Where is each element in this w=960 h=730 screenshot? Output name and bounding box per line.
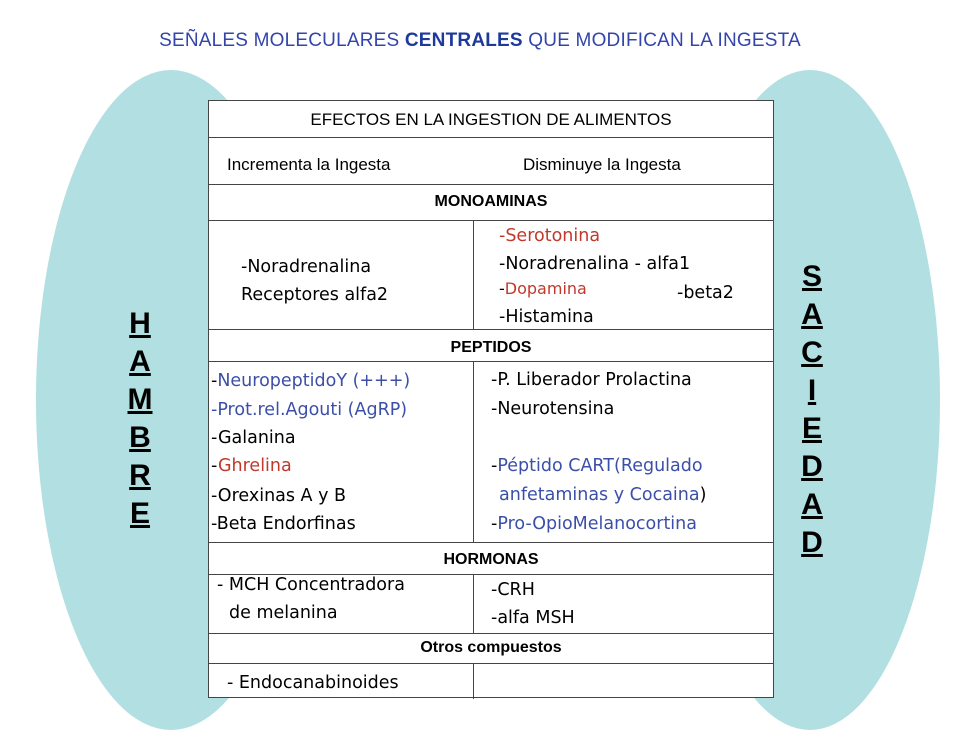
- p-liberador-prolactina: -P. Liberador Prolactina: [491, 370, 692, 390]
- beta-endorfinas: -Beta Endorfinas: [211, 514, 356, 534]
- section-otros: Otros compuestos: [420, 639, 562, 656]
- mono-left-2: Receptores alfa2: [241, 285, 389, 305]
- agrp: -Prot.rel.Agouti (AgRP): [211, 400, 408, 420]
- mch-2: de melanina: [229, 603, 338, 623]
- section-peptidos: PEPTIDOS: [450, 339, 532, 356]
- pro-opiomelanocortina: -Pro-OpioMelanocortina: [491, 514, 697, 534]
- neurotensina: -Neurotensina: [491, 399, 615, 419]
- mono-left-1: -Noradrenalina: [241, 257, 372, 277]
- peptido-cart-2: anfetaminas y Cocaina): [499, 485, 707, 505]
- section-hormonas: HORMONAS: [443, 551, 539, 568]
- noradrenalina-alfa1: -Noradrenalina - alfa1: [499, 254, 691, 274]
- histamina: -Histamina: [499, 307, 594, 327]
- section-monoaminas: MONOAMINAS: [434, 193, 548, 210]
- alfa-msh: -alfa MSH: [491, 608, 575, 628]
- table-header: EFECTOS EN LA INGESTION DE ALIMENTOS: [310, 110, 672, 129]
- saciedad-label: S A C I E D A D: [801, 260, 823, 559]
- dopamina: -Dopamina: [499, 279, 587, 298]
- peptido-cart: -Péptido CART(Regulado: [491, 456, 703, 476]
- col-disminuye: Disminuye la Ingesta: [523, 155, 681, 174]
- effects-table: [208, 100, 774, 698]
- mch: - MCH Concentradora: [217, 575, 405, 595]
- orexinas: -Orexinas A y B: [211, 486, 347, 506]
- neuropeptido-y: -NeuropeptidoY (+++): [211, 371, 411, 391]
- serotonina: -Serotonina: [499, 226, 601, 246]
- col-incrementa: Incrementa la Ingesta: [227, 155, 391, 174]
- ghrelina: -Ghrelina: [211, 456, 292, 476]
- endocanabinoides: - Endocanabinoides: [227, 673, 399, 693]
- crh: -CRH: [491, 580, 535, 600]
- page-title: SEÑALES MOLECULARES CENTRALES QUE MODIFICAN LA INGESTA: [159, 30, 801, 51]
- beta2: -beta2: [677, 283, 734, 303]
- hambre-label: H A M B R E: [127, 307, 153, 530]
- galanina: -Galanina: [211, 428, 296, 448]
